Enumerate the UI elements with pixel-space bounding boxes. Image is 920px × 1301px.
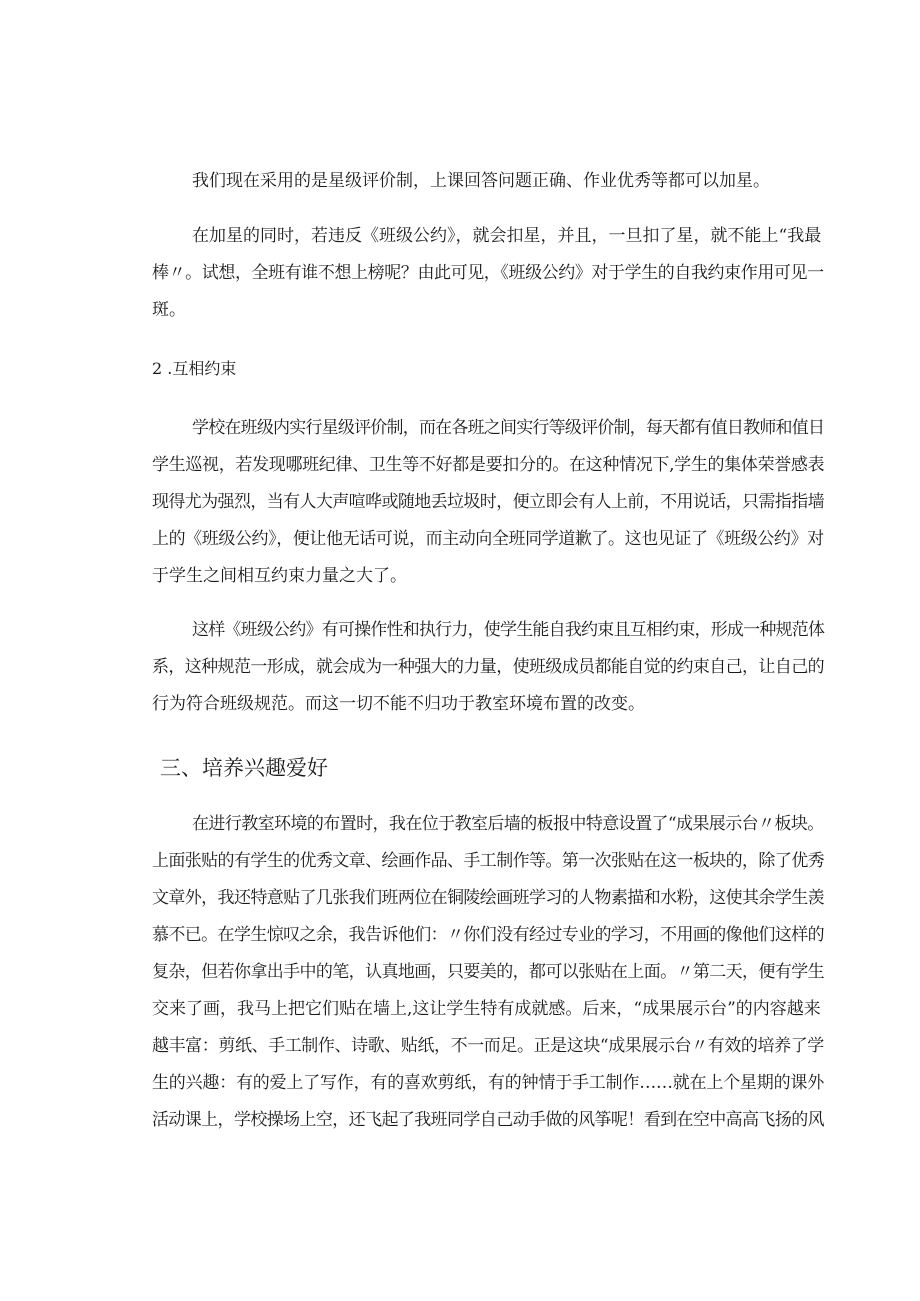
text-line: 复杂，但若你拿出手中的笔，认真地画，只要美的，都可以张贴在上面。〃第二天，便有学生 — [152, 962, 824, 982]
text-line: 交来了画，我马上把它们贴在墙上,这让学生特有成就感。后来，“成果展示台”的内容越来 — [152, 999, 821, 1019]
text-line: 学校在班级内实行星级评价制，而在各班之间实行等级评价制，每天都有值日教师和值日 — [192, 418, 825, 438]
text-line: 现得尤为强烈，当有人大声喧哗或随地丢垃圾时，便立即会有人上前，不用说话，只需指指墙 — [152, 492, 824, 512]
paragraph-class-convention-stars — [112, 218, 824, 329]
section-heading-interests: 三、培养兴趣爱好 — [160, 756, 328, 780]
text-line: 行为符合班级规范。而这一切不能不归功于教室环境布置的改变。 — [152, 694, 645, 714]
text-line: 棒〃。试想，全班有谁不想上榜呢？由此可见，《班级公约》对于学生的自我约束作用可见一 — [152, 263, 824, 283]
text-line: 学生巡视，若发现哪班纪律、卫生等不好都是要扣分的。在这种情况下,学生的集体荣誉感表 — [152, 455, 825, 475]
paragraph-star-rating — [112, 163, 824, 200]
text-line: 系，这种规范一形成，就会成为一种强大的力量，使班级成员都能自觉的约束自己，让自己的 — [152, 657, 824, 677]
text-line: 越丰富：剪纸、手工制作、诗歌、贴纸，不一而足。正是这块“成果展示台〃有效的培养了学 — [152, 1036, 824, 1056]
text-line: 上的《班级公约》，便让他无话可说，而主动向全班同学道歉了。这也见证了《班级公约》对 — [152, 529, 824, 549]
text-line: 在加星的同时，若违反《班级公约》，就会扣星，并且，一旦扣了星，就不能上“我最 — [192, 226, 822, 246]
text-line: 在进行教室环境的布置时，我在位于教室后墙的板报中特意设置了“成果展示台〃板块。 — [192, 814, 824, 834]
text-line: 斑。 — [152, 300, 186, 320]
text-line: 慕不已。在学生惊叹之余，我告诉他们：〃你们没有经过专业的学习，不用画的像他们这样的 — [152, 925, 824, 945]
text-line: 于学生之间相互约束力量之大了。 — [152, 566, 407, 586]
text-line: 生的兴趣：有的爱上了写作，有的喜欢剪纸，有的钟情于手工制作……就在上个星期的课外 — [152, 1073, 824, 1093]
subheading-mutual-constraint: 2 .互相约束 — [152, 359, 237, 378]
text-line: 这样《班级公约》有可操作性和执行力，使学生能自我约束且互相约束，形成一种规范体 — [192, 620, 825, 640]
text-line: 我们现在采用的是星级评价制，上课回答问题正确、作业优秀等都可以加星。 — [192, 171, 770, 191]
paragraph-achievement-board — [112, 806, 824, 1139]
paragraph-grade-evaluation — [112, 410, 824, 595]
text-line: 活动课上，学校操场上空，还飞起了我班同学自己动手做的风筝呢！看到在空中高高飞扬的风 — [152, 1110, 824, 1130]
paragraph-operability — [112, 612, 824, 723]
text-line: 文章外，我还特意贴了几张我们班两位在铜陵绘画班学习的人物素描和水粉，这使其余学生羡 — [152, 888, 824, 908]
text-line: 上面张贴的有学生的优秀文章、绘画作品、手工制作等。第一次张贴在这一板块的，除了优秀 — [152, 851, 824, 871]
